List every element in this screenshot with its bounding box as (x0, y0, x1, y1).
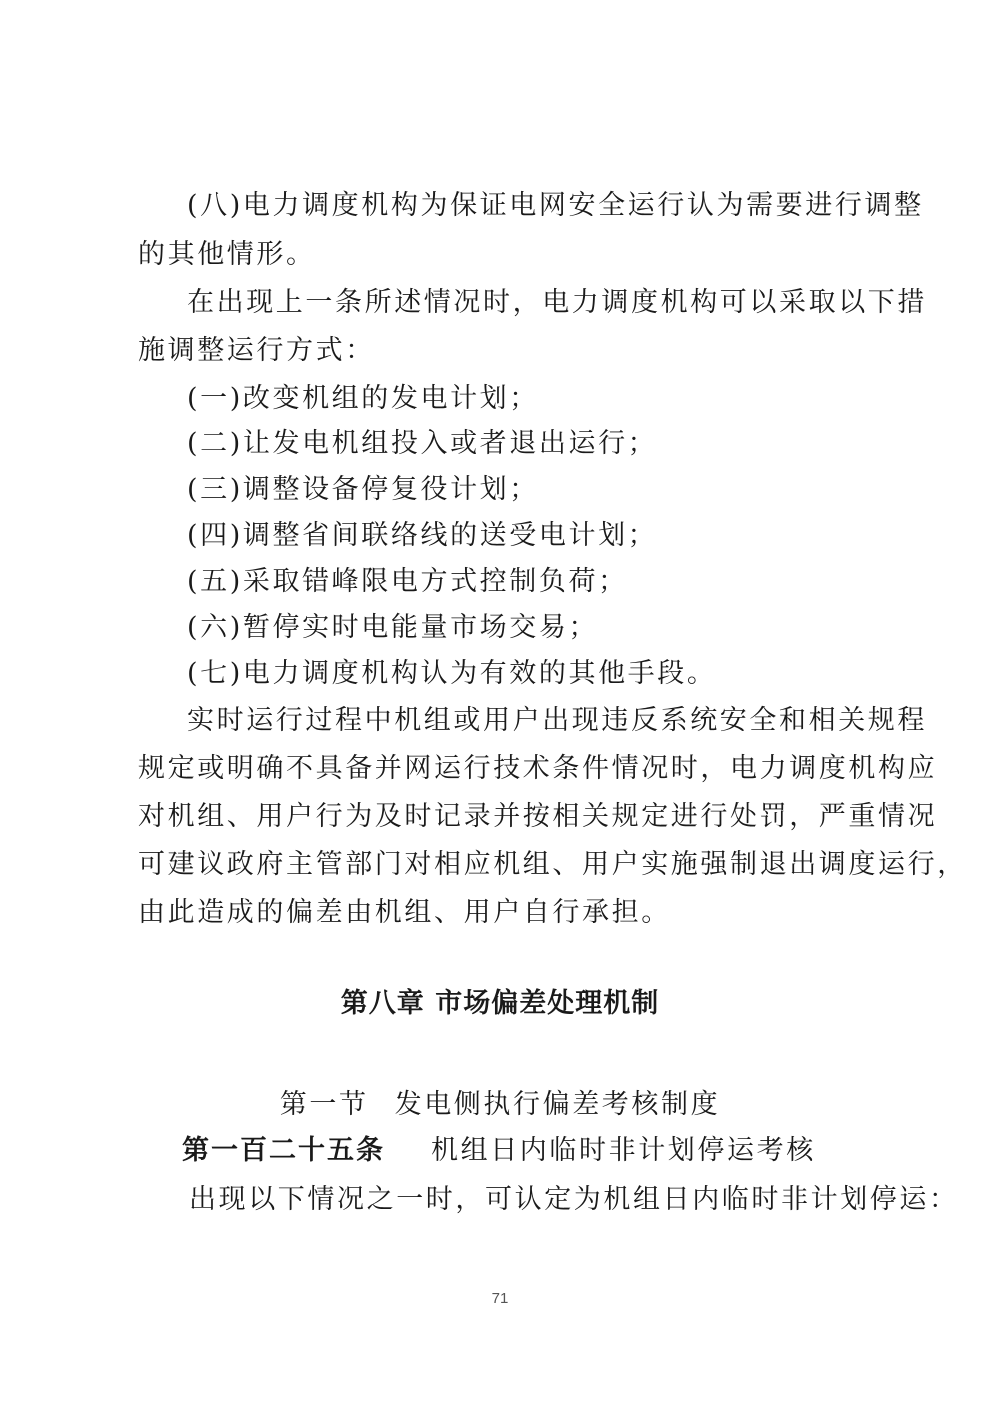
list-item: (七)电力调度机构认为有效的其他手段。 (187, 658, 717, 689)
section-heading (0, 1085, 1000, 1125)
paragraph-line: 规定或明确不具备并网运行技术条件情况时，电力调度机构应 (138, 753, 938, 784)
list-item: (六)暂停实时电能量市场交易； (187, 612, 599, 643)
paragraph-line: 出现以下情况之一时，可认定为机组日内临时非计划停运： (189, 1184, 959, 1215)
paragraph-line: 的其他情形。 (138, 239, 316, 270)
article-title: 机组日内临时非计划停运考核 (431, 1135, 816, 1166)
section-title: 发电侧执行偏差考核制度 (394, 1089, 721, 1120)
article-number: 第一百二十五条 (182, 1135, 385, 1166)
article-heading (182, 1131, 882, 1171)
chapter-heading: 第八章 市场偏差处理机制 (340, 988, 660, 1019)
paragraph-line: 实时运行过程中机组或用户出现违反系统安全和相关规程 (187, 705, 927, 736)
paragraph-line: 由此造成的偏差由机组、用户自行承担。 (138, 897, 671, 928)
paragraph-line: 施调整运行方式： (138, 335, 375, 366)
paragraph-line: 对机组、用户行为及时记录并按相关规定进行处罚，严重情况 (138, 801, 938, 832)
list-item: (一)改变机组的发电计划； (187, 383, 539, 414)
list-item: (五)采取错峰限电方式控制负荷； (187, 566, 628, 597)
page-number: 71 (491, 1290, 509, 1307)
paragraph-line: (八)电力调度机构为保证电网安全运行认为需要进行调整 (187, 190, 924, 221)
section-number: 第一节 (279, 1089, 369, 1120)
list-item: (三)调整设备停复役计划； (187, 474, 539, 505)
list-item: (四)调整省间联络线的送受电计划； (187, 520, 658, 551)
list-item: (二)让发电机组投入或者退出运行； (187, 428, 658, 459)
paragraph-line: 可建议政府主管部门对相应机组、用户实施强制退出调度运行， (138, 849, 967, 880)
paragraph-line: 在出现上一条所述情况时，电力调度机构可以采取以下措 (187, 287, 927, 318)
